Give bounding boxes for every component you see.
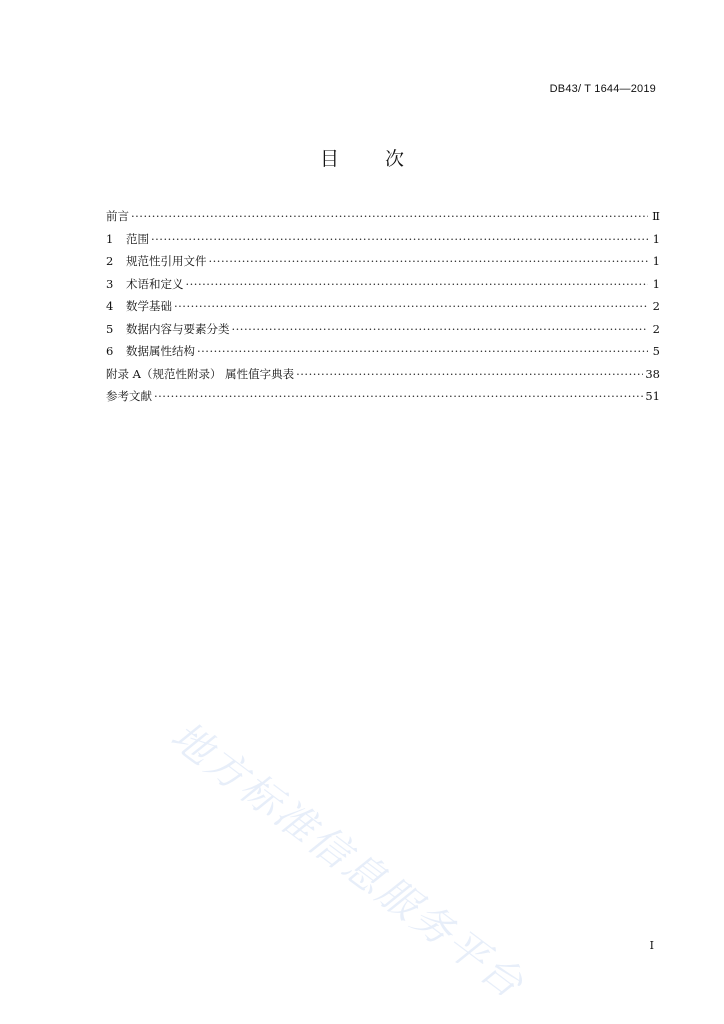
toc-entry-label: 数据内容与要素分类 [126, 321, 230, 336]
toc-leader-dots [151, 228, 648, 251]
standard-code: DB43/ T 1644—2019 [549, 83, 656, 95]
toc-entry-label: 附录 A（规范性附录） 属性值字典表 [106, 366, 295, 381]
toc-entry-page: 38 [645, 366, 660, 381]
toc-entry-label: 范围 [126, 231, 149, 246]
toc-entry-page: 1 [652, 276, 660, 291]
toc-entry-number: 2 [106, 254, 114, 268]
toc-entry-label: 前言 [106, 209, 129, 223]
toc-entry-number: 5 [106, 321, 114, 336]
toc-entry-attribute-structure[interactable] [106, 340, 660, 363]
toc-entry-number: 4 [106, 299, 114, 313]
toc-title [0, 144, 724, 171]
table-of-contents [106, 205, 660, 408]
toc-entry-label: 术语和定义 [126, 276, 184, 291]
toc-entry-label: 数据属性结构 [126, 344, 195, 358]
toc-leader-dots [232, 318, 649, 341]
toc-entry-page: 2 [652, 299, 660, 313]
toc-entry-page: 51 [645, 389, 660, 403]
toc-leader-dots [209, 250, 649, 273]
toc-entry-bibliography[interactable] [106, 385, 660, 408]
toc-entry-page: 5 [652, 344, 660, 358]
toc-leader-dots [174, 295, 648, 318]
toc-leader-dots [131, 205, 648, 228]
toc-entry-data-content[interactable] [106, 318, 660, 341]
toc-entry-number: 6 [106, 344, 114, 358]
toc-entry-terms-definitions[interactable] [106, 273, 660, 296]
toc-leader-dots [296, 363, 643, 386]
toc-title-char-1: 目 [319, 148, 339, 170]
toc-entry-label: 规范性引用文件 [126, 254, 207, 268]
toc-entry-label: 参考文献 [106, 389, 152, 403]
toc-entry-mathematical-basis[interactable] [106, 295, 660, 318]
toc-leader-dots [197, 340, 648, 363]
toc-entry-normative-references[interactable] [106, 250, 660, 273]
page-number: I [649, 939, 654, 952]
toc-entry-number: 3 [106, 276, 114, 291]
toc-title-char-2: 次 [385, 148, 405, 170]
toc-entry-page: Ⅱ [652, 209, 660, 223]
toc-entry-foreword[interactable] [106, 205, 660, 228]
toc-leader-dots [186, 273, 649, 296]
toc-entry-appendix-a[interactable] [106, 363, 660, 386]
toc-entry-scope[interactable] [106, 228, 660, 251]
toc-entry-number: 1 [106, 231, 114, 246]
toc-entry-page: 2 [652, 321, 660, 336]
toc-entry-page: 1 [652, 231, 660, 246]
toc-entry-page: 1 [652, 254, 660, 268]
watermark: 地方标准信息服务平台 [162, 712, 534, 1009]
toc-leader-dots [154, 385, 643, 408]
toc-entry-label: 数学基础 [126, 299, 172, 313]
